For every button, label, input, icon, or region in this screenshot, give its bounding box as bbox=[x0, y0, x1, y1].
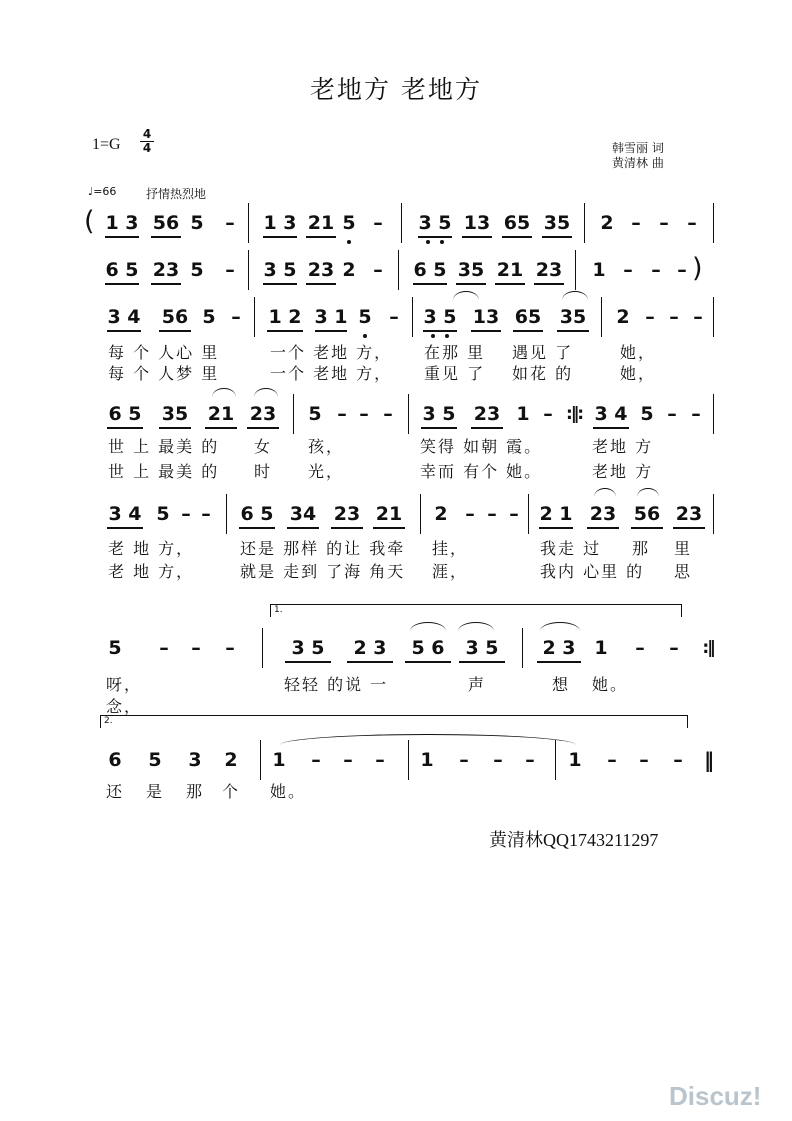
dash: – bbox=[359, 403, 369, 425]
note-group: 2 1 bbox=[538, 494, 574, 534]
score-row-6 bbox=[0, 628, 792, 668]
note: 5 bbox=[190, 259, 204, 281]
barline bbox=[713, 203, 714, 243]
lyric-verse2: 每 个 人梦 里 bbox=[108, 364, 220, 383]
dash: – bbox=[607, 749, 617, 771]
note-group: 23 bbox=[672, 494, 706, 534]
lyric-verse2: 世 上 最美 的 bbox=[108, 462, 220, 481]
note-group: 23 bbox=[330, 494, 364, 534]
dash: – bbox=[225, 637, 235, 659]
score-row-5 bbox=[0, 494, 792, 534]
note-group: 13 bbox=[461, 203, 493, 243]
note: 2 bbox=[342, 259, 356, 281]
dash: – bbox=[375, 749, 385, 771]
barline bbox=[575, 250, 576, 290]
lyric-verse1: 每 个 人心 里 bbox=[108, 343, 220, 362]
barline bbox=[401, 203, 402, 243]
lyric-verse2: 幸而 有个 她。 bbox=[420, 462, 543, 481]
note-group: 2 3 bbox=[346, 628, 394, 668]
score-row-1 bbox=[0, 203, 792, 243]
note: 1 bbox=[272, 749, 286, 771]
dash: – bbox=[623, 259, 633, 281]
lyric-verse2: 念， bbox=[106, 697, 143, 716]
dash: – bbox=[639, 749, 649, 771]
close-paren: ) bbox=[692, 253, 703, 284]
barline bbox=[248, 203, 249, 243]
author-signature: 黄清林QQ1743211297 bbox=[489, 830, 659, 850]
note-group: 3 4 bbox=[106, 494, 144, 534]
note-group: 3 5 bbox=[458, 628, 506, 668]
barline bbox=[262, 628, 263, 668]
dash: – bbox=[231, 306, 241, 328]
dash: – bbox=[389, 306, 399, 328]
dash: – bbox=[673, 749, 683, 771]
barline bbox=[420, 494, 421, 534]
note-group: 13 bbox=[470, 297, 502, 337]
barline bbox=[713, 494, 714, 534]
note: 5 bbox=[640, 403, 654, 425]
barline bbox=[248, 250, 249, 290]
note-group: 3 5 bbox=[422, 297, 458, 337]
dash: – bbox=[635, 637, 645, 659]
note-group: 35 bbox=[158, 394, 192, 434]
repeat-barline: :‖: bbox=[565, 404, 583, 424]
note-group: 23 bbox=[305, 250, 337, 290]
note-group: 21 bbox=[494, 250, 526, 290]
lyric-verse1: 声 bbox=[468, 675, 487, 694]
note: 5 bbox=[308, 403, 322, 425]
note: 2 bbox=[616, 306, 630, 328]
dash: – bbox=[459, 749, 469, 771]
score-row-4 bbox=[0, 394, 792, 434]
dash: – bbox=[373, 212, 383, 234]
barline bbox=[398, 250, 399, 290]
dash: – bbox=[487, 503, 497, 525]
barline bbox=[260, 740, 261, 780]
dash: – bbox=[525, 749, 535, 771]
note-group: 65 bbox=[501, 203, 533, 243]
note-group: 35 bbox=[541, 203, 573, 243]
lyric-coda: 那 bbox=[186, 782, 205, 801]
dash: – bbox=[659, 212, 669, 234]
note-group: 1 2 bbox=[266, 297, 304, 337]
lyric-verse1: 笑得 如朝 霞。 bbox=[420, 437, 543, 456]
note-group: 6 5 bbox=[238, 494, 276, 534]
note-group: 2 3 bbox=[536, 628, 582, 668]
note: 5 bbox=[108, 637, 122, 659]
barline bbox=[584, 203, 585, 243]
lyric-verse1: 女 bbox=[254, 437, 273, 456]
lyric-verse1: 老地 方 bbox=[592, 437, 654, 456]
lyric-verse2: 老地 方 bbox=[592, 462, 654, 481]
note-group: 3 4 bbox=[106, 297, 142, 337]
dash: – bbox=[159, 637, 169, 659]
lyric-verse1: 孩， bbox=[308, 437, 345, 456]
note: 1 bbox=[592, 259, 606, 281]
note: 5 bbox=[356, 297, 374, 337]
lyric-verse2: 一个 老地 方， bbox=[270, 364, 393, 383]
lyric-verse1: 她， bbox=[620, 343, 657, 362]
lyric-verse1: 那 bbox=[632, 539, 651, 558]
note: 5 bbox=[156, 503, 170, 525]
dash: – bbox=[667, 403, 677, 425]
lyric-verse1: 遇见 了 bbox=[512, 343, 574, 362]
first-ending-label: 1. bbox=[274, 605, 283, 615]
dash: – bbox=[669, 306, 679, 328]
note-group: 21 bbox=[305, 203, 337, 243]
lyric-verse2: 涯， bbox=[432, 562, 469, 581]
first-ending-bracket bbox=[270, 604, 682, 617]
barline bbox=[412, 297, 413, 337]
dash: – bbox=[373, 259, 383, 281]
dash: – bbox=[383, 403, 393, 425]
dash: – bbox=[509, 503, 519, 525]
lyric-verse2: 思 bbox=[674, 562, 693, 581]
note: 3 bbox=[188, 749, 202, 771]
barline bbox=[522, 628, 523, 668]
note-group: 6 5 bbox=[412, 250, 448, 290]
lyric-verse2: 时 bbox=[254, 462, 273, 481]
score-row-3 bbox=[0, 297, 792, 337]
dash: – bbox=[493, 749, 503, 771]
score-row-2 bbox=[0, 250, 792, 290]
key-signature: 1=G bbox=[92, 136, 121, 153]
lyric-verse1: 挂， bbox=[432, 539, 469, 558]
time-signature bbox=[140, 128, 154, 155]
composer-credit: 黄清林 曲 bbox=[612, 156, 664, 170]
dash: – bbox=[687, 212, 697, 234]
note-group: 34 bbox=[286, 494, 320, 534]
lyric-verse1: 老 地 方， bbox=[108, 539, 195, 558]
note-group: 3 1 bbox=[314, 297, 348, 337]
dash: – bbox=[201, 503, 211, 525]
open-paren: ( bbox=[84, 206, 95, 237]
note-group: 6 5 bbox=[106, 394, 144, 434]
dash: – bbox=[543, 403, 553, 425]
note: 5 bbox=[202, 306, 216, 328]
dash: – bbox=[191, 637, 201, 659]
note: 2 bbox=[224, 749, 238, 771]
dash: – bbox=[311, 749, 321, 771]
score-row-7 bbox=[0, 740, 792, 780]
dash: – bbox=[465, 503, 475, 525]
note-group: 56 bbox=[630, 494, 664, 534]
song-title: 老地方 老地方 bbox=[310, 75, 482, 104]
lyric-verse2: 老 地 方， bbox=[108, 562, 195, 581]
note-group: 65 bbox=[512, 297, 544, 337]
barline bbox=[408, 740, 409, 780]
final-barline: ‖ bbox=[704, 748, 714, 772]
note-group: 3 5 bbox=[262, 250, 298, 290]
meter-top: 4 bbox=[142, 127, 152, 141]
note: 5 bbox=[190, 212, 204, 234]
note-group: 1 3 bbox=[262, 203, 298, 243]
note-group: 23 bbox=[150, 250, 182, 290]
note-group: 3 5 bbox=[417, 203, 453, 243]
barline bbox=[601, 297, 602, 337]
lyricist-credit: 韩雪丽 词 bbox=[612, 141, 664, 155]
barline bbox=[254, 297, 255, 337]
lyric-verse2: 我内 心里 的 bbox=[540, 562, 645, 581]
note: 1 bbox=[568, 749, 582, 771]
barline bbox=[713, 394, 714, 434]
note-group: 21 bbox=[372, 494, 406, 534]
lyric-verse2: 她， bbox=[620, 364, 657, 383]
note: 1 bbox=[516, 403, 530, 425]
dash: – bbox=[225, 212, 235, 234]
note-group: 23 bbox=[533, 250, 565, 290]
note: 1 bbox=[594, 637, 608, 659]
end-repeat-barline: :‖ bbox=[702, 638, 714, 658]
lyric-verse1: 轻轻 的说 一 bbox=[284, 675, 389, 694]
lyric-verse2: 重见 了 bbox=[424, 364, 486, 383]
note-group: 3 5 bbox=[284, 628, 332, 668]
expression-marking: 抒情热烈地 bbox=[146, 187, 207, 201]
lyric-verse1: 里 bbox=[674, 539, 693, 558]
lyric-verse1: 呀， bbox=[106, 675, 143, 694]
note-group: 1 3 bbox=[104, 203, 140, 243]
note-group: 56 bbox=[150, 203, 182, 243]
dash: – bbox=[669, 637, 679, 659]
dash: – bbox=[645, 306, 655, 328]
note-group: 5 6 bbox=[404, 628, 452, 668]
dash: – bbox=[693, 306, 703, 328]
note-group: 23 bbox=[586, 494, 620, 534]
note: 6 bbox=[108, 749, 122, 771]
note: 5 bbox=[148, 749, 162, 771]
barline bbox=[713, 297, 714, 337]
second-ending-bracket bbox=[100, 715, 688, 728]
note-group: 3 5 bbox=[420, 394, 458, 434]
meter-bottom: 4 bbox=[140, 141, 154, 155]
note: 2 bbox=[434, 503, 448, 525]
lyric-coda: 还 bbox=[106, 782, 125, 801]
lyric-coda: 她。 bbox=[270, 782, 307, 801]
note: 1 bbox=[420, 749, 434, 771]
dash: – bbox=[181, 503, 191, 525]
barline bbox=[528, 494, 529, 534]
dash: – bbox=[677, 259, 687, 281]
lyric-verse1: 世 上 最美 的 bbox=[108, 437, 220, 456]
note-group: 23 bbox=[246, 394, 280, 434]
lyric-verse1: 还是 那样 的让 我牵 bbox=[240, 539, 406, 558]
barline bbox=[408, 394, 409, 434]
lyric-verse1: 想 bbox=[552, 675, 571, 694]
tempo-marking: ♩=66 bbox=[88, 185, 117, 198]
note: 5 bbox=[340, 203, 358, 243]
note: 2 bbox=[600, 212, 614, 234]
note-group: 35 bbox=[455, 250, 487, 290]
lyric-coda: 个 bbox=[222, 782, 241, 801]
lyric-verse2: 如花 的 bbox=[512, 364, 574, 383]
lyric-verse1: 在那 里 bbox=[424, 343, 486, 362]
dash: – bbox=[343, 749, 353, 771]
barline bbox=[555, 740, 556, 780]
lyric-verse1: 我走 过 bbox=[540, 539, 602, 558]
lyric-verse2: 光， bbox=[308, 462, 345, 481]
dash: – bbox=[225, 259, 235, 281]
lyric-verse1: 一个 老地 方， bbox=[270, 343, 393, 362]
note-group: 6 5 bbox=[104, 250, 140, 290]
barline bbox=[293, 394, 294, 434]
note-group: 21 bbox=[204, 394, 238, 434]
lyric-verse2: 就是 走到 了海 角天 bbox=[240, 562, 406, 581]
barline bbox=[226, 494, 227, 534]
dash: – bbox=[651, 259, 661, 281]
note-group: 3 4 bbox=[592, 394, 630, 434]
note-group: 56 bbox=[158, 297, 192, 337]
lyric-verse1: 她。 bbox=[592, 675, 629, 694]
note-group: 35 bbox=[556, 297, 590, 337]
watermark: Discuz! bbox=[669, 1081, 762, 1111]
second-ending-label: 2. bbox=[104, 716, 113, 726]
dash: – bbox=[631, 212, 641, 234]
dash: – bbox=[691, 403, 701, 425]
dash: – bbox=[337, 403, 347, 425]
lyric-coda: 是 bbox=[146, 782, 165, 801]
note-group: 23 bbox=[470, 394, 504, 434]
